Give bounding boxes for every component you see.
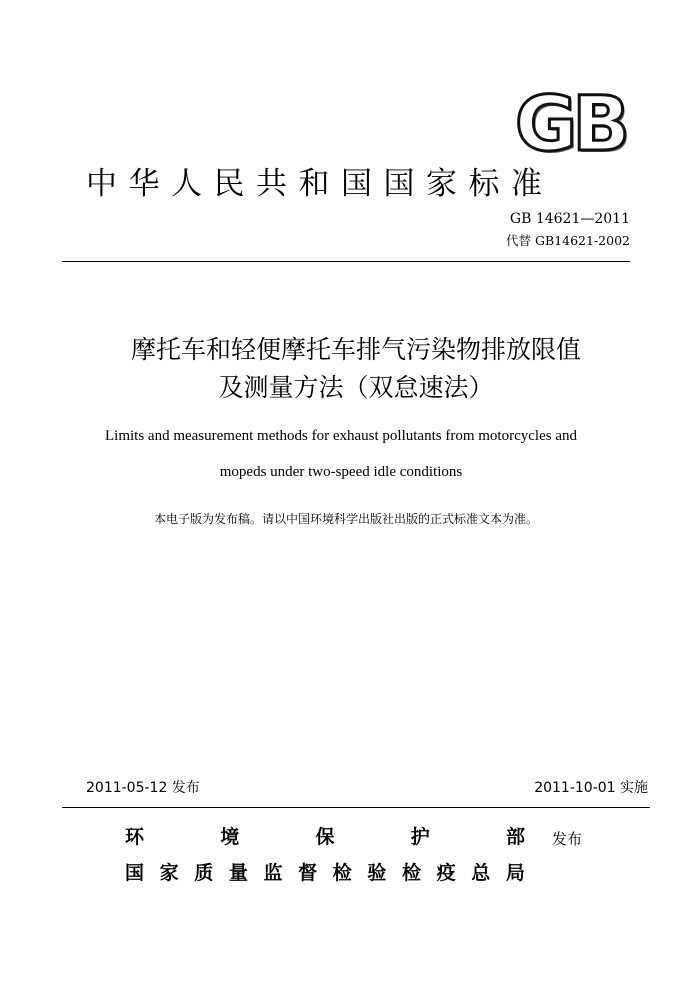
replaces-standard: 代替 GB14621-2002	[506, 233, 630, 248]
org-char: 检	[402, 862, 422, 884]
issuer-org-quality-inspection	[125, 858, 525, 885]
org-char: 保	[315, 826, 335, 848]
issuer-title: 中华人民共和国国家标准	[86, 166, 554, 202]
gb-logo: GB	[500, 86, 640, 162]
issuer-org-environment-ministry	[125, 822, 525, 849]
issue-date: 2011-05-12 发布	[86, 780, 200, 796]
org-char: 督	[298, 862, 318, 884]
org-char: 质	[194, 862, 214, 884]
electronic-version-notice: 本电子版为发布稿。请以中国环境科学出版社出版的正式标准文本为准。	[153, 512, 538, 526]
org-char: 量	[228, 862, 248, 884]
top-divider	[62, 261, 630, 262]
standard-number: GB 14621—2011	[509, 211, 630, 227]
org-char: 总	[471, 862, 491, 884]
org-char: 护	[410, 826, 430, 848]
title-english-line-2: mopeds under two-speed idle conditions	[219, 464, 463, 480]
org-char: 监	[263, 862, 283, 884]
publish-label: 发布	[552, 830, 583, 848]
org-char: 家	[159, 862, 179, 884]
org-char: 验	[367, 862, 387, 884]
title-english-line-1: Limits and measurement methods for exhaust pollutants from motorcycles and	[105, 428, 577, 444]
bottom-divider	[62, 807, 650, 808]
org-char: 环	[125, 826, 145, 848]
org-char: 部	[505, 826, 525, 848]
implementation-date: 2011-10-01 实施	[534, 780, 648, 796]
title-chinese-line-2: 及测量方法（双怠速法）	[218, 373, 494, 402]
org-char: 疫	[436, 862, 456, 884]
org-char: 检	[332, 862, 352, 884]
title-chinese-line-1: 摩托车和轻便摩托车排气污染物排放限值	[130, 335, 581, 364]
org-char: 局	[505, 862, 525, 884]
org-char: 境	[220, 826, 240, 848]
org-char: 国	[125, 862, 145, 884]
